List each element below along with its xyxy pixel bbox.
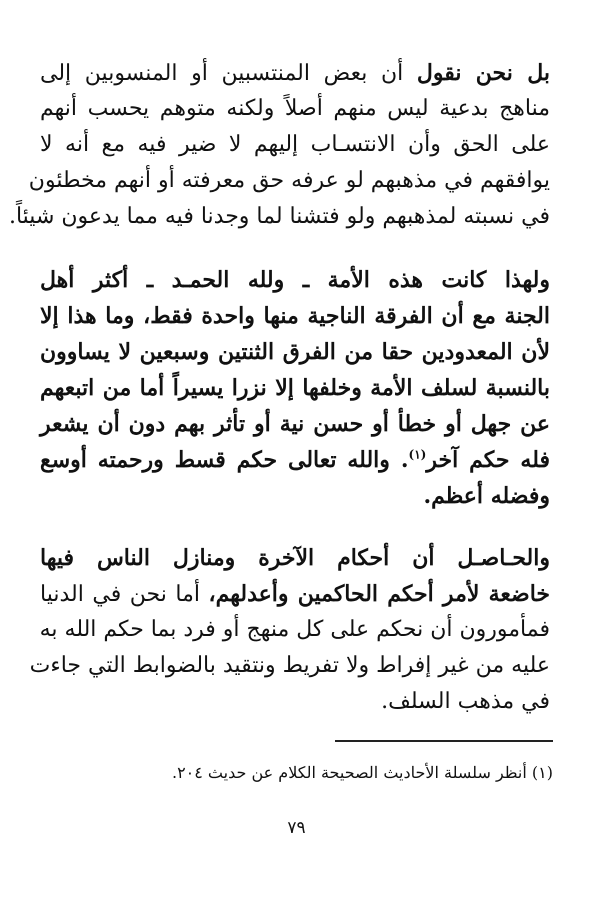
paragraph-1-line-4: يوافقهم في مذهبهم لو عرفه حق معرفته أو أنهم مخطئون	[28, 168, 550, 193]
paragraph-2-line-6	[40, 442, 550, 478]
footnote: (١) أنظر سلسلة الأحاديث الصحيحة الكلام عن حديث ٢٠٤.	[171, 763, 553, 782]
line-text: فله حكم آخر	[426, 447, 551, 473]
line-text: . والله تعالى حكم قسط ورحمته أوسع	[40, 447, 409, 473]
paragraph-2-line-5: عن جهل أو خطأ أو حسن نية أو تأثر بهم دون أن يشعر	[40, 411, 550, 437]
line-text: أما نحن في الدنيا	[40, 582, 209, 607]
paragraph-3-line-5: في مذهب السلف.	[381, 689, 550, 714]
paragraph-3-line-2	[40, 576, 550, 612]
bold-phrase: خاضعة لأمر أحكم الحاكمين وأعدلهم،	[208, 581, 550, 607]
paragraph-3	[29, 540, 550, 720]
paragraph-2	[40, 262, 550, 514]
paragraph-1-line-2: مناهج بدعية ليس منهم أصلاً ولكنه متوهم يحسب أنهم	[40, 96, 550, 121]
footnote-divider	[335, 740, 553, 742]
paragraph-1-line-1	[40, 55, 550, 91]
paragraph-2-line-7: وفضله أعظم.	[423, 483, 550, 509]
paragraph-1	[8, 55, 550, 235]
paragraph-1-line-5: في نسبته لمذهبهم ولو فتشنا لما وجدنا فيه مما يدعون شيئاً.	[8, 204, 550, 229]
footnote-marker: (١)	[408, 447, 427, 462]
paragraph-1-line-3: على الحق وأن الانتسـاب إليهم لا ضير فيه مع أنه لا	[40, 132, 550, 157]
paragraph-3-line-1: والحـاصـل أن أحكام الآخرة ومنازل الناس فيها	[40, 545, 550, 571]
page-number: ٧٩	[287, 818, 306, 838]
line-text: أن بعض المنتسبين أو المنسوبين إلى	[40, 61, 417, 86]
paragraph-2-line-1: ولهذا كانت هذه الأمة ـ ولله الحمـد ـ أكثر أهل	[40, 267, 550, 293]
paragraph-2-line-2: الجنة مع أن الفرقة الناجية منها واحدة فقط، وما هذا إلا	[40, 303, 550, 329]
bold-lead: بل نحن نقول	[416, 60, 550, 86]
paragraph-2-line-4: بالنسبة لسلف الأمة وخلفها إلا نزرا يسيراً أما من اتبعهم	[40, 375, 550, 401]
paragraph-2-line-3: لأن المعدودين حقا من الفرق الثنتين وسبعين لا يساوون	[40, 339, 550, 365]
paragraph-3-line-4: عليه من غير إفراط ولا تفريط ونتقيد بالضوابط التي جاءت	[29, 653, 550, 678]
paragraph-3-line-3: فمأمورون أن نحكم على كل منهج أو فرد بما حكم الله به	[39, 617, 550, 642]
